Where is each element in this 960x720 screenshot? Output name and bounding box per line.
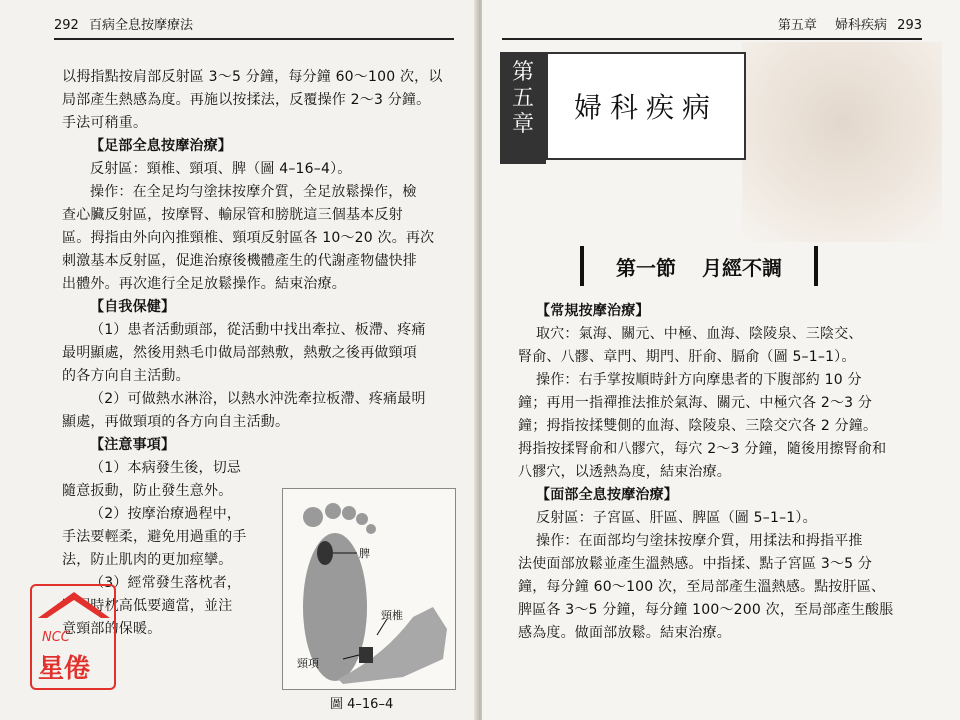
text-line: 手法要輕柔，避免用過重的手	[62, 529, 247, 545]
cervical-label: 頸椎	[381, 609, 403, 622]
text-line: 睡眠時枕高低要適當，並注	[62, 598, 233, 614]
section-heading: 【足部全息按摩治療】	[90, 138, 232, 154]
text-line: 顯處，再做頸項的各方向自主活動。	[62, 414, 290, 430]
figure-caption: 圖 4–16–4	[330, 697, 394, 712]
text-line: （3）經常發生落枕者，	[90, 575, 242, 591]
text-line: 法使面部放鬆並產生溫熱感。中指揉、點子宮區 3～5 分	[518, 556, 873, 572]
section-name: 月經不調	[702, 255, 782, 280]
neck-label: 頸項	[297, 657, 319, 670]
text-line: 出體外。再次進行全足放鬆操作。結束治療。	[62, 276, 346, 292]
text-line: 感為度。做面部放鬆。結束治療。	[518, 625, 731, 641]
section-heading: 【注意事項】	[90, 437, 176, 453]
text-line: （2）可做熱水淋浴，以熱水沖洗牽拉板滯、疼痛最明	[90, 391, 426, 407]
right-page-header	[502, 14, 922, 40]
text-line: 隨意扳動，防止發生意外。	[62, 483, 233, 499]
decorative-hand-image	[742, 42, 942, 242]
chapter-char: 章	[511, 112, 534, 137]
text-line: 腎俞、八髎、章門、期門、肝俞、膈俞（圖 5–1–1）。	[518, 349, 856, 365]
text-line: 脾區各 3～5 分鐘，每分鐘 100～200 次，至局部產生酸脹	[518, 602, 894, 618]
text-line: 以拇指點按肩部反射區 3～5 分鐘，每分鐘 60～100 次，以	[62, 69, 443, 85]
text-line: 反射區：頸椎、頸項、脾（圖 4–16–4）。	[90, 161, 352, 177]
text-line: （2）按摩治療過程中，	[90, 506, 242, 522]
text-line: 取穴：氣海、關元、中極、血海、陰陵泉、三陰交、	[536, 326, 863, 342]
text-line: （1）本病發生後，切忌	[90, 460, 242, 476]
left-page-header	[54, 14, 454, 40]
stamp-brand: NCC	[42, 630, 70, 645]
left-header-title: 百病全息按摩療法	[88, 18, 193, 33]
text-line: 操作：在面部均勻塗抹按摩介質，用揉法和拇指平推	[536, 533, 863, 549]
text-line: 刺激基本反射區，促進治療後機體產生的代謝產物儘快排	[62, 253, 417, 269]
right-page-number: 293	[897, 18, 922, 33]
text-line: 局部產生熱感為度。再施以按揉法，反覆操作 2～3 分鐘。	[62, 92, 431, 108]
text-line: 查心臟反射區，按摩腎、輸尿管和膀胱這三個基本反射	[62, 207, 403, 223]
text-line: 區。拇指由外向內推頸椎、頸項反射區各 10～20 次。再次	[62, 230, 435, 246]
text-line: 八髎穴，以透熱為度，結束治療。	[518, 464, 731, 480]
chapter-char: 五	[511, 86, 534, 111]
text-line: 拇指按揉腎俞和八髎穴，每穴 2～3 分鐘，隨後用擦腎俞和	[518, 441, 887, 457]
text-line: 最明顯處，然後用熱毛巾做局部熱敷，熱敷之後再做頸項	[62, 345, 417, 361]
spleen-label: 脾	[359, 547, 370, 560]
section-title	[580, 246, 818, 286]
right-header-chapter: 第五章	[777, 18, 817, 33]
foot-reflexology-figure	[282, 488, 456, 690]
chapter-label-box	[500, 52, 546, 164]
chapter-title: 婦科疾病	[546, 52, 746, 160]
section-number: 第一節	[616, 255, 676, 280]
text-line: 的各方向自主活動。	[62, 368, 190, 384]
section-heading: 【面部全息按摩治療】	[536, 487, 678, 503]
text-line: 鐘；再用一指禪推法推於氣海、關元、中極穴各 2～3 分	[518, 395, 873, 411]
text-line: 鐘；拇指按揉雙側的血海、陰陵泉、三陰交穴各 2 分鐘。	[518, 418, 878, 434]
text-line: （1）患者活動頭部，從活動中找出牽拉、板滯、疼痛	[90, 322, 426, 338]
text-line: 手法可稍重。	[62, 115, 148, 131]
chapter-char: 第	[511, 60, 534, 85]
right-header-title: 婦科疾病	[835, 18, 888, 33]
text-line: 法，防止肌肉的更加痙攣。	[62, 552, 233, 568]
left-page	[0, 0, 478, 720]
text-line: 操作：在全足均勻塗抹按摩介質，全足放鬆操作，檢	[90, 184, 417, 200]
stamp-mark: 星倦	[38, 654, 91, 684]
text-line: 操作：右手掌按順時針方向摩患者的下腹部約 10 分	[536, 372, 862, 388]
ncc-logo-stamp	[30, 584, 116, 690]
right-body-text	[518, 300, 938, 645]
left-page-number: 292	[54, 18, 79, 33]
text-line: 意頸部的保暖。	[62, 621, 162, 637]
right-page	[482, 0, 960, 720]
text-line: 鐘，每分鐘 60～100 次，至局部產生溫熱感。點按肝區、	[518, 579, 886, 595]
section-heading: 【自我保健】	[90, 299, 176, 315]
text-line: 反射區：子宮區、肝區、脾區（圖 5–1–1）。	[536, 510, 817, 526]
section-heading: 【常規按摩治療】	[536, 303, 650, 319]
